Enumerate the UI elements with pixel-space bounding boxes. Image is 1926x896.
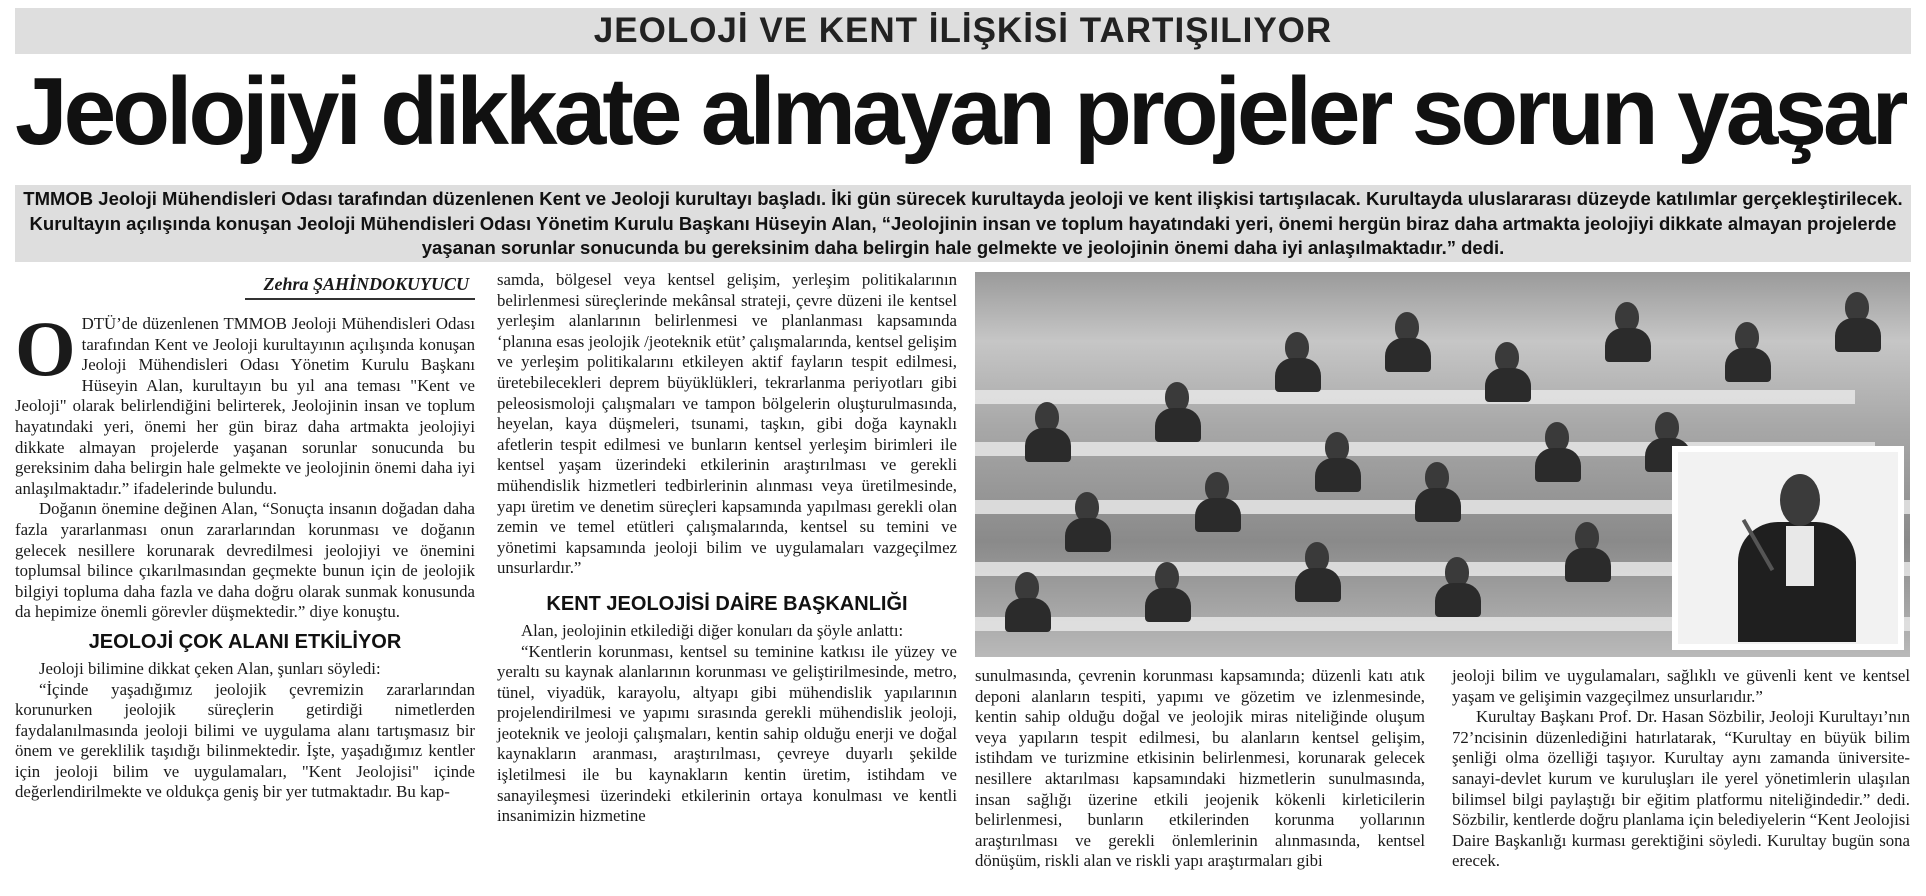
subheading: KENT JEOLOJİSİ DAİRE BAŞKANLIĞI — [546, 592, 908, 615]
kicker-banner: JEOLOJİ VE KENT İLİŞKİSİ TARTIŞILIYOR — [15, 8, 1911, 54]
paragraph: sunulmasında, çevrenin korunması kapsamında; düzenli katı atık deponi alanların tespiti, yapımı ve gözetim ve izlenmesinde, kentin sahip olduğu doğal ve jeolojik miras niteliğinde oluşum veya yapıların tespit edilmesi, bu alanların kentsel gelişim, istihdam ve turizmine etkisinin belirlenmesi, korunarak gelecek nesillere aktarılması kapsamındaki hizmetlerin sunulmasında, insan sağlığı üzerine etkili jeojenik kökenli kirleticilerin belirlenmesi, bunların etkilerinden korunma yollarının araştırılması ve gerekli önlemlerinin alınmasında, kentsel dönüşüm, riskli alan ve riskli yapı araştırmaları gibi — [975, 666, 1425, 871]
deck-summary: TMMOB Jeoloji Mühendisleri Odası tarafından düzenlenen Kent ve Jeoloji kurultayı başladı. İki gün sürecek kurultayda jeoloji ve kent ilişkisi tartışılacak. Kurultayda uluslararası düzeyde katılımlar gerçekleştirilecek. Kurultayın açılışında konuşan Jeoloji Mühendisleri Odası Yönetim Kurulu Başkanı Hüseyin Alan, “Jeolojinin insan ve toplum hayatındaki yeri, önemi hergün biraz daha artmakta jeolojiyi dikkate almayan projelerde yaşanan sorunlar sonucunda bu gereksinim daha belirgin hale gelmekte ve jeolojinin önemi daha iyi anlaşılmaktadır.” dedi. — [15, 185, 1911, 262]
paragraph: Kurultay Başkanı Prof. Dr. Hasan Sözbilir, Jeoloji Kurultayı’nın 72’ncisinin düzenlediğini hatırlatarak, “Kurultay en büyük bilim şenliği olma özelliği taşıyor. Kurultay aynı zamanda üniversite-sanayi-devlet kurum ve kuruluşları ile yerel yönetimlerin ulaşılan bilimsel bilgi paylaştığı bir eğitim platformu niteliğindedir.” dedi. Sözbilir, kentlerde doğru planlama için belediyelerin “Kent Jeolojisi Daire Başkanlığı kurması gerektiğini söyledi. Kurultay bugün sona erecek. — [1452, 707, 1910, 871]
paragraph: samda, bölgesel veya kentsel gelişim, yerleşim politikalarının belirlenmesi süreçlerinde mekânsal strateji, çevre düzeni ile kentsel yerleşim alanlarının belirlenmesi ve planlanması kapsamında ‘planına esas jeolojik /jeoteknik etüt’ çalışmalarında, kentsel gelişim ve yerleşim politikalarını etkileyen aktif fayların tespit edilmesi, üretebilecekleri deprem büyüklükleri, tekrarlanma periyotları gibi peleosismoloji çalışmaları ve tampon bölgelerin oluşturulmasında, heyelan, kaya düşmeleri, tsunami, taşkın, gibi doğa kaynaklı afetlerin tespit edilmesi ve bunların kentsel yerleşim birimleri ile kentsel yaşam üzerindeki etkilerinin araştırılması ve gerekli mühendislik hizmetleri tedbirlerinin alınması veya üretilmesinde, yapı üretim ve denetim süreçleri kapsamında yapılması gerekli olan zemin ve temel etütleri çalışmalarında, kentsel su temini ve yönetimi kapsamında jeoloji bilim ve uygulamaları vazgeçilmez unsurlardır.” — [497, 270, 957, 578]
article-column-3 — [975, 666, 1425, 872]
speaker-inset-photo — [1672, 446, 1904, 650]
paragraph: Jeoloji bilimine dikkat çeken Alan, şunları söyledi: — [39, 658, 381, 678]
paragraph: Alan, jeolojinin etkilediği diğer konuları da şöyle anlattı: — [521, 620, 904, 640]
paragraph: Doğanın önemine değinen Alan, “Sonuçta insanın doğadan daha fazla yararlanması onun zararlarından korunması ve doğanın gelecek nesillere korunarak devredilmesi jeolojiyi ve önemini toplumsal bilince çıkarılmasından geçmekte bunun için de jeolojik bilgiyi topluma daha fazla ve daha doğru olarak sunmak konusunda da hepimize önemli görevler düşmektedir.” diye konuştu. — [15, 499, 475, 622]
headline: Jeolojiyi dikkate almayan projeler sorun yaşar — [15, 58, 1905, 165]
lead-paragraph-text: DTÜ’de düzenlenen TMMOB Jeoloji Mühendisleri Odası tarafından Kent ve Jeoloji kurultayının açılışında konuşan Jeoloji Mühendisleri Odası Yönetim Kurulu Başkanı Hüseyin Alan, kurultayın bu yıl ana teması "Kent ve Jeoloji" olarak belirlendiğini belirterek, Jeolojinin insan ve toplum hayatındaki yeri, önemi her gün biraz daha artmakta jeolojiyi dikkate almayan projelerde yaşanan sorunlar sonucunda bu gereksinim daha belirgin hale gelmekte ve jeolojinin önemi daha iyi anlaşılmaktadır.” ifadelerinde bulundu. — [15, 314, 475, 498]
paragraph: “Kentlerin korunması, kentsel su teminine katkısı ile yüzey ve yeraltı su kaynak alanlarının korunması ve geliştirilmesinde, metro, tünel, viyadük, karayolu, altyapı gibi mühendislik yapılarının projelendirilmesi ve yapımı sırasında gerekli mühendislik jeoloji, jeoteknik ve jeoloji çalışmaları, kentin sahip olduğu enerji ve doğal kaynakların aranması, araştırılması, çevreye duyarlı şekilde işletilmesi ile bu kaynakların kentin üretim, istihdam ve sanayileşmesi üzerindeki etkilerinin ortaya konulması ve kentli insanimizin hizmetine — [497, 641, 957, 826]
paragraph: “İçinde yaşadığımız jeolojik çevremizin zararlarından korunurken jeolojik süreçlerin getirdiği nimetlerden faydalanılmasında jeoloji bilimi ve uygulama alanı tartışmasız bir önem ve gereklilik taşıdığı bilinmektedir. İşte, yaşadığımız kentler için jeoloji bilim ve uygulamaları, "Kent Jeolojisi" içinde değerlendirilmekte ve oldukça geniş bir yer tutmaktadır. Bu kap- — [15, 679, 475, 802]
byline: Zehra ŞAHİNDOKUYUCU — [245, 272, 475, 300]
article-column-4 — [1452, 666, 1910, 872]
article-column-1 — [15, 272, 475, 803]
drop-cap: O — [15, 305, 76, 392]
article-column-2 — [497, 270, 957, 827]
lead-paragraph — [15, 305, 475, 499]
subheading: JEOLOJİ ÇOK ALANI ETKİLİYOR — [88, 630, 402, 653]
paragraph: jeoloji bilim ve uygulamaları, sağlıklı ve güvenli kent ve kentsel yaşam ve gelişimin vazgeçilmez unsurlarıdır.” — [1452, 666, 1910, 706]
